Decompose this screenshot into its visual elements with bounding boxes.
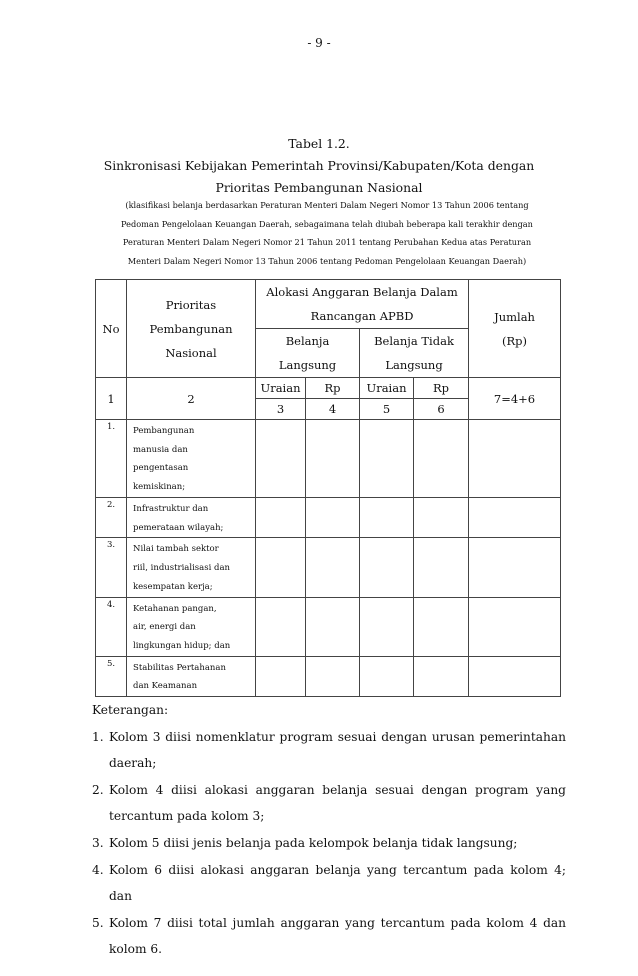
header-belanja-langsung-line: Belanja [285, 334, 330, 348]
header-alokasi-line: Alokasi Anggaran Belanja Dalam [266, 285, 458, 299]
header-belanja-langsung-line: Langsung [278, 358, 337, 372]
col-number-2: 2 [127, 378, 256, 420]
header-belanja-tidak-langsung-line: Belanja Tidak [374, 334, 454, 348]
empty-cell [360, 498, 414, 538]
row-priority [127, 420, 256, 498]
row-priority-line: Stabilitas Pertahanan [133, 662, 226, 673]
empty-cell [256, 420, 306, 498]
empty-cell [306, 597, 360, 656]
list-item [92, 724, 566, 777]
row-priority-line: riil, industrialisasi dan [133, 563, 230, 574]
header-jumlah-line: (Rp) [502, 333, 528, 348]
header-rp-1: Rp [306, 378, 360, 399]
empty-cell [469, 597, 561, 656]
empty-cell [414, 498, 469, 538]
row-priority-line: Pembangunan [133, 426, 195, 436]
sync-table [95, 279, 561, 697]
list-item-text: Kolom 4 diisi alokasi anggaran belanja sesuai dengan program yang tercantum pada kolom 3; [109, 782, 566, 824]
col-number-6: 6 [414, 399, 469, 420]
empty-cell [360, 420, 414, 498]
col-number-1: 1 [96, 378, 127, 420]
list-item-number: 4. [92, 862, 104, 877]
empty-cell [360, 597, 414, 656]
note-line: Pedoman Pengelolaan Keuangan Daerah, sebagaimana telah diubah beberapa kali terakhir dengan [121, 218, 533, 229]
header-prioritas-line: Prioritas [165, 297, 217, 312]
header-no: No [96, 280, 127, 378]
keterangan-title: Keterangan: [92, 703, 169, 717]
empty-cell [306, 498, 360, 538]
row-priority-line: Infrastruktur dan [133, 504, 209, 514]
col-number-4: 4 [306, 399, 360, 420]
row-priority-line: dan Keamanan [133, 681, 198, 692]
empty-cell [306, 420, 360, 498]
row-priority [127, 538, 256, 597]
empty-cell [414, 656, 469, 696]
list-item-number: 2. [92, 782, 104, 797]
list-item-text: Kolom 7 diisi total jumlah anggaran yang tercantum pada kolom 4 dan kolom 6. [109, 915, 566, 957]
empty-cell [414, 597, 469, 656]
col-number-5: 5 [360, 399, 414, 420]
empty-cell [414, 538, 469, 597]
header-uraian-1: Uraian [256, 378, 306, 399]
row-number: 4. [96, 597, 127, 656]
note-line: Peraturan Menteri Dalam Negeri Nomor 21 Tahun 2011 tentang Perubahan Kedua atas Peraturan [122, 237, 532, 247]
header-alokasi-line: Rancangan APBD [310, 309, 414, 323]
empty-cell [256, 597, 306, 656]
row-priority-line: manusia dan [133, 444, 188, 455]
row-number: 1. [96, 420, 127, 498]
table-row [96, 420, 561, 498]
list-item-text: Kolom 6 diisi alokasi anggaran belanja yang tercantum pada kolom 4; dan [109, 862, 566, 904]
list-item [92, 910, 566, 963]
note-line: (klasifikasi belanja berdasarkan Peraturan Menteri Dalam Negeri Nomor 13 Tahun 2006 tentang [125, 200, 529, 210]
row-priority [127, 597, 256, 656]
header-prioritas [127, 280, 256, 378]
empty-cell [360, 538, 414, 597]
header-alokasi [256, 280, 469, 329]
row-number: 2. [96, 498, 127, 538]
row-priority [127, 498, 256, 538]
list-item [92, 857, 566, 910]
list-item-number: 1. [92, 729, 104, 744]
keterangan-list [92, 724, 566, 963]
list-item-number: 5. [92, 915, 104, 930]
list-item-text: Kolom 5 diisi jenis belanja pada kelompok belanja tidak langsung; [109, 835, 518, 850]
row-priority-line: air, energi dan [133, 622, 196, 633]
header-jumlah-line: Jumlah [494, 309, 535, 324]
header-belanja-tidak-langsung-line: Langsung [385, 358, 443, 372]
row-priority-line: pengentasan [133, 463, 189, 474]
empty-cell [256, 498, 306, 538]
row-number: 3. [96, 538, 127, 597]
table-row [96, 498, 561, 538]
page-number: - 9 - [307, 36, 331, 50]
row-priority-line: kesempatan kerja; [133, 581, 213, 592]
empty-cell [256, 656, 306, 696]
header-rp-2: Rp [414, 378, 469, 399]
list-item [92, 777, 566, 830]
header-prioritas-line: Pembangunan [149, 321, 233, 336]
row-priority-line: lingkungan hidup; dan [133, 640, 231, 651]
row-priority-line: Ketahanan pangan, [133, 603, 217, 614]
empty-cell [414, 420, 469, 498]
row-priority-line: kemiskinan; [133, 482, 186, 493]
list-item [92, 830, 566, 857]
row-priority-line: pemerataan wilayah; [133, 522, 224, 533]
table-caption-line-2: Prioritas Pembangunan Nasional [215, 180, 423, 195]
keterangan-section [92, 697, 566, 963]
header-jumlah [469, 280, 561, 378]
header-prioritas-line: Nasional [165, 345, 217, 360]
header-uraian-2: Uraian [360, 378, 414, 399]
empty-cell [360, 656, 414, 696]
empty-cell [306, 656, 360, 696]
row-priority [127, 656, 256, 696]
empty-cell [469, 498, 561, 538]
table-row [96, 597, 561, 656]
header-belanja-tidak-langsung [360, 329, 469, 378]
list-item-number: 3. [92, 835, 104, 850]
list-item-text: Kolom 3 diisi nomenklatur program sesuai dengan urusan pemerintahan daerah; [109, 729, 566, 771]
table-caption-line-1: Sinkronisasi Kebijakan Pemerintah Provinsi/Kabupaten/Kota dengan [103, 158, 535, 173]
row-number: 5. [96, 656, 127, 696]
classification-note [92, 196, 562, 270]
table-title: Tabel 1.2. [288, 136, 350, 151]
empty-cell [469, 420, 561, 498]
empty-cell [256, 538, 306, 597]
table-row [96, 656, 561, 696]
empty-cell [469, 538, 561, 597]
row-priority-line: Nilai tambah sektor [133, 544, 219, 555]
col-number-3: 3 [256, 399, 306, 420]
col-number-7: 7=4+6 [469, 378, 561, 420]
header-belanja-langsung [256, 329, 360, 378]
table-row [96, 538, 561, 597]
empty-cell [469, 656, 561, 696]
note-line: Menteri Dalam Negeri Nomor 13 Tahun 2006 tentang Pedoman Pengelolaan Keuangan Daerah) [127, 255, 527, 266]
empty-cell [306, 538, 360, 597]
